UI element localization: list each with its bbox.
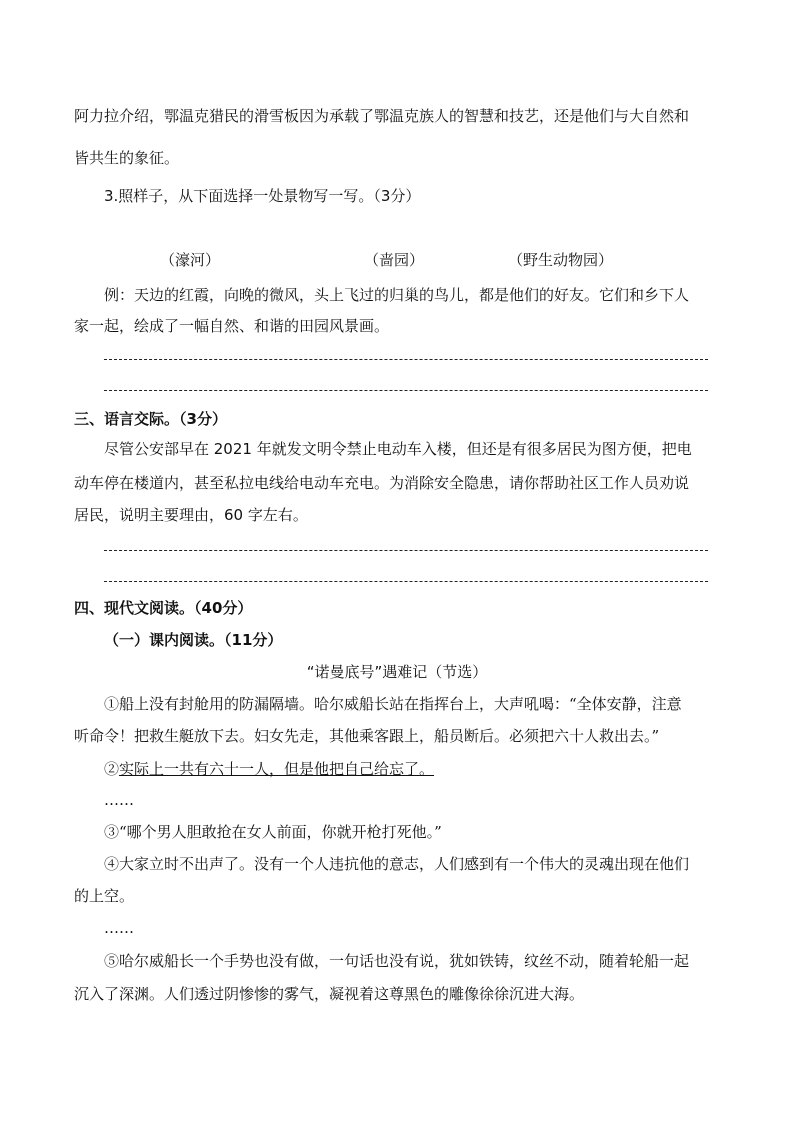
paragraph-1-line-1: ①船上没有封舱用的防漏隔墙。哈尔威船长站在指挥台上，大声吼喝：“全体安静，注意: [104, 695, 682, 713]
scene-option-haohe: （濠河）: [160, 251, 221, 269]
section-3-heading: 三、语言交际。（3分）: [74, 410, 227, 428]
scene-option-seyuan: （啬园）: [364, 251, 425, 269]
paragraph-2: [104, 759, 724, 779]
paragraph-4-line-1: ④大家立时不出声了。没有一个人违抗他的意志，人们感到有一个伟大的灵魂出现在他们: [104, 855, 690, 873]
paragraph-5-line-2: 沉入了深渊。人们透过阴惨惨的雾气，凝视着这尊黑色的雕像徐徐沉进大海。: [74, 985, 585, 1003]
paragraph-5-line-1: ⑤哈尔威船长一个手势也没有做，一句话也没有说，犹如铁铸，纹丝不动，随着轮船一起: [104, 952, 690, 970]
answer-blank-s3-1[interactable]: [104, 550, 708, 551]
example-line-2: 家一起，绘成了一幅自然、和谐的田园风景画。: [74, 317, 390, 335]
section-3-para-line-1: 尽管公安部早在 2021 年就发文明令禁止电动车入楼，但还是有很多居民为图方便，把电: [104, 440, 692, 458]
answer-blank-q3-1[interactable]: [104, 359, 708, 360]
continuation-line-1: 阿力拉介绍，鄂温克猎民的滑雪板因为承载了鄂温克族人的智慧和技艺，还是他们与大自然和: [74, 107, 690, 125]
section-4-heading: 四、现代文阅读。（40分）: [74, 599, 253, 617]
section-3-para-line-2: 动车停在楼道内，甚至私拉电线给电动车充电。为消除安全隐患，请你帮助社区工作人员劝说: [74, 474, 690, 492]
paragraph-2-number: ②: [104, 760, 120, 778]
answer-blank-s3-2[interactable]: [104, 581, 708, 582]
scene-option-zoo: （野生动物园）: [508, 251, 614, 269]
example-line-1: 例：天边的红霞，向晚的微风，头上飞过的归巢的鸟儿，都是他们的好友。它们和乡下人: [104, 286, 690, 304]
paragraph-4-line-2: 的上空。: [74, 887, 135, 905]
paragraph-2-underlined-sentence: 实际上一共有六十一人，但是他把自己给忘了。: [119, 760, 435, 778]
scene-options: [0, 250, 794, 270]
paragraph-1-line-2: 听命令！把救生艇放下去。妇女先走，其他乘客跟上，船员断后。必须把六十人救出去。”: [74, 727, 660, 745]
answer-blank-q3-2[interactable]: [104, 390, 708, 391]
ellipsis-2: ……: [104, 919, 134, 937]
ellipsis-1: ……: [104, 791, 134, 809]
section-4-subheading: （一）课内阅读。（11分）: [104, 631, 283, 649]
article-title: “诺曼底号”遇难记（节选）: [306, 663, 488, 681]
question-3-prompt: 3.照样子，从下面选择一处景物写一写。（3分）: [104, 187, 421, 205]
paragraph-3: ③“哪个男人胆敢抢在女人前面，你就开枪打死他。”: [104, 823, 442, 841]
continuation-line-2: 皆共生的象征。: [74, 149, 180, 167]
section-3-para-line-3: 居民，说明主要理由，60 字左右。: [74, 506, 308, 524]
